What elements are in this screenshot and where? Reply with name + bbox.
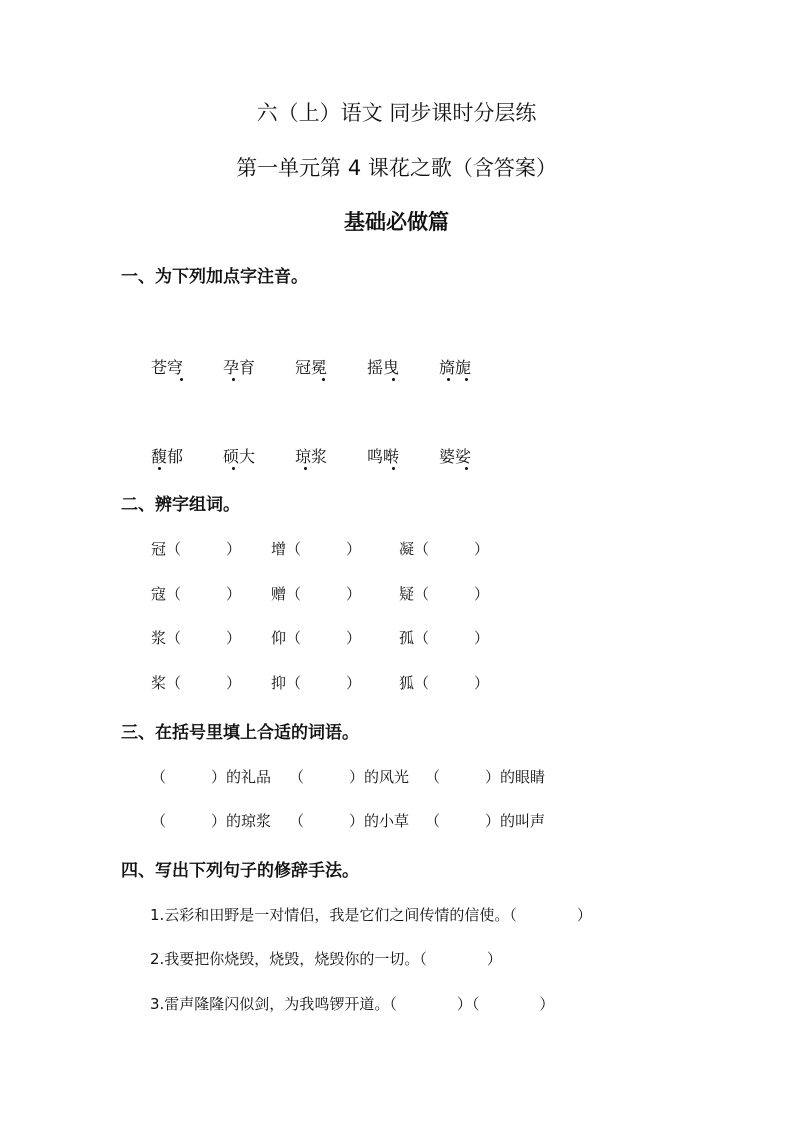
word-pair-item: 赠（ ） — [271, 585, 362, 603]
pinyin-word: 馥郁 — [151, 447, 184, 466]
fill-blank-item: （ ）的风光 — [289, 768, 410, 786]
rhetoric-question: 3.雷声隆隆闪似剑，为我鸣锣开道。（ ）（ ） — [150, 995, 555, 1013]
lesson-title: 第一单元第 4 课花之歌（含答案） — [236, 156, 557, 180]
emphasis-dot — [158, 467, 161, 470]
fill-blank-item: （ ）的叫声 — [425, 812, 546, 830]
section2-heading: 二、辨字组词。 — [121, 495, 240, 515]
word-pair-item: 仰（ ） — [271, 629, 362, 647]
section3-heading: 三、在括号里填上合适的词语。 — [121, 723, 359, 743]
pinyin-word: 苍穹 — [151, 358, 184, 377]
emphasis-dot — [322, 378, 325, 381]
word-pair-item: 冠（ ） — [151, 540, 242, 558]
pinyin-word: 鸣啭 — [367, 447, 400, 466]
word-pair-item: 抑（ ） — [271, 674, 362, 692]
pinyin-word: 硕大 — [223, 447, 256, 466]
pinyin-word: 婆娑 — [439, 447, 472, 466]
level-title: 基础必做篇 — [344, 210, 449, 234]
section4-heading: 四、写出下列句子的修辞手法。 — [121, 861, 359, 881]
emphasis-dot — [304, 467, 307, 470]
emphasis-dot — [465, 467, 468, 470]
emphasis-dot — [232, 378, 235, 381]
word-pair-item: 孤（ ） — [399, 629, 490, 647]
word-pair-item: 浆（ ） — [151, 629, 242, 647]
rhetoric-question: 2.我要把你烧毁，烧毁，烧毁你的一切。（ ） — [150, 950, 502, 968]
rhetoric-question: 1.云彩和田野是一对情侣，我是它们之间传情的信使。（ ） — [150, 906, 592, 924]
emphasis-dot — [180, 378, 183, 381]
fill-blank-item: （ ）的琼浆 — [151, 812, 272, 830]
emphasis-dot — [392, 467, 395, 470]
word-pair-item: 寇（ ） — [151, 585, 242, 603]
doc-title: 六（上）语文 同步课时分层练 — [256, 101, 537, 125]
word-pair-item: 狐（ ） — [399, 674, 490, 692]
word-pair-item: 凝（ ） — [399, 540, 490, 558]
fill-blank-item: （ ）的礼品 — [151, 768, 272, 786]
pinyin-word: 冠冕 — [295, 358, 328, 377]
pinyin-word: 旖旎 — [439, 358, 472, 377]
word-pair-item: 增（ ） — [271, 540, 362, 558]
emphasis-dot — [465, 378, 468, 381]
pinyin-word: 琼浆 — [295, 447, 328, 466]
emphasis-dot — [447, 378, 450, 381]
fill-blank-item: （ ）的眼睛 — [425, 768, 546, 786]
pinyin-word: 摇曳 — [367, 358, 400, 377]
pinyin-word: 孕育 — [223, 358, 256, 377]
emphasis-dot — [392, 378, 395, 381]
emphasis-dot — [232, 467, 235, 470]
fill-blank-item: （ ）的小草 — [289, 812, 410, 830]
section1-heading: 一、为下列加点字注音。 — [121, 267, 308, 287]
word-pair-item: 桨（ ） — [151, 674, 242, 692]
word-pair-item: 疑（ ） — [399, 585, 490, 603]
